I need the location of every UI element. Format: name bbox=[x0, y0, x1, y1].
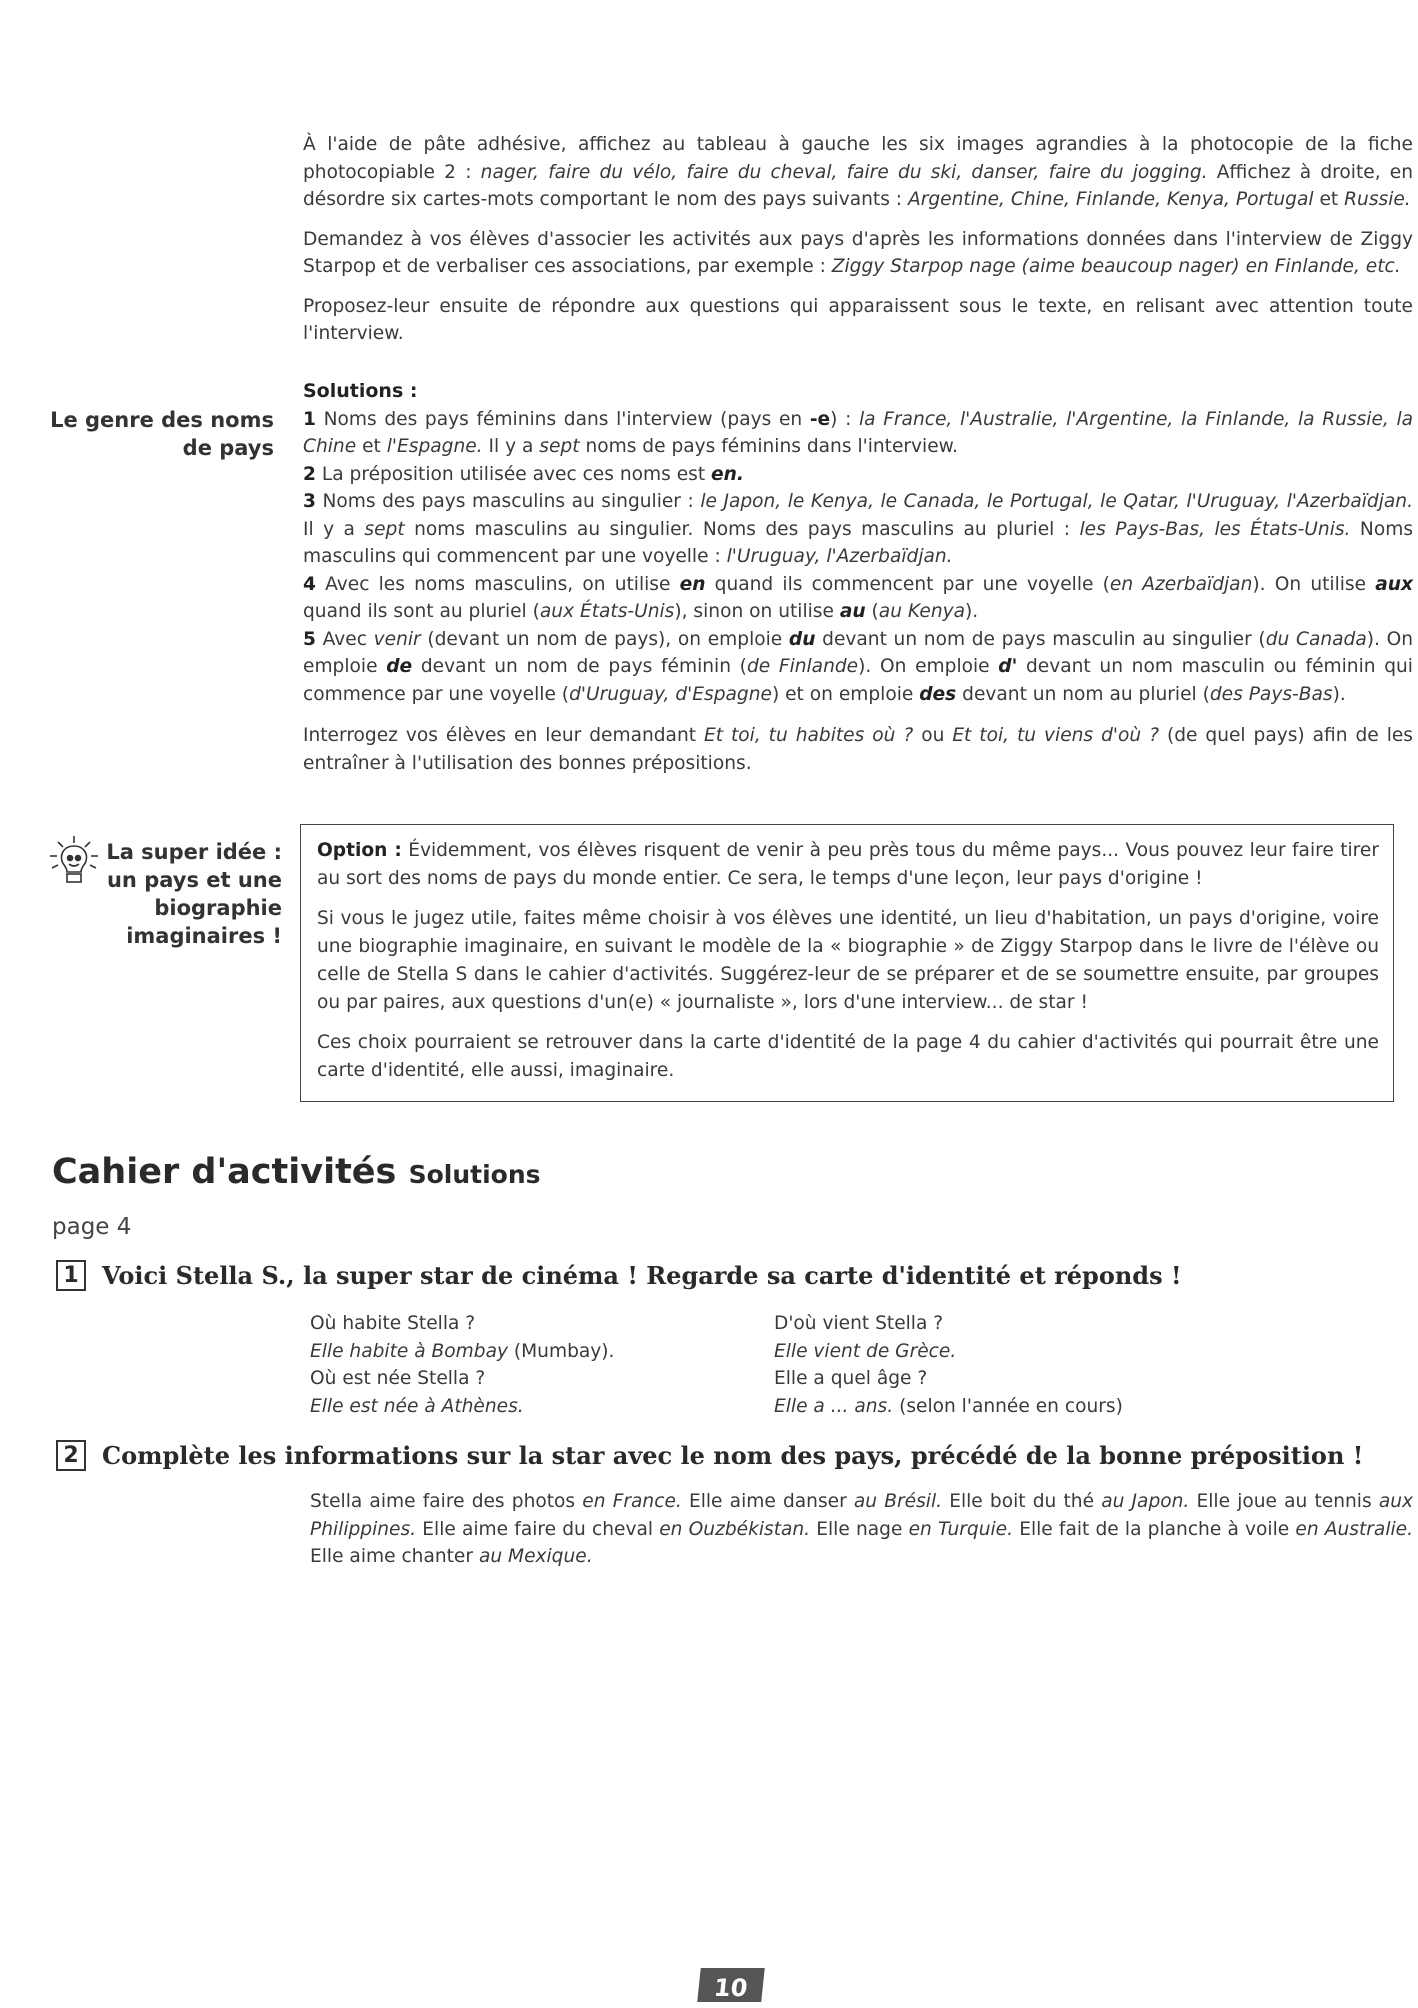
solutions-title: Solutions : bbox=[303, 380, 418, 402]
solution-5: 5 Avec venir (devant un nom de pays), on emploie du devant un nom de pays masculin au singulier (du Canada). On emploie de devant un nom de pays féminin (de Finlande). On emploie d' devant un nom masculin ou féminin qui commence par une voyelle (d'Uruguay, d'Espagne) et on emploie des devant un nom au pluriel (des Pays-Bas). bbox=[303, 628, 1413, 705]
solution-1: 1 Noms des pays féminins dans l'interview (pays en -e) : la France, l'Australie, l'Argentine, la Finlande, la Russie, la Chine et l'Espagne. Il y a sept noms de pays féminins dans l'interview. bbox=[303, 408, 1413, 457]
side-label-genre: Le genre des noms de pays bbox=[50, 408, 274, 460]
option-label: Option : bbox=[317, 840, 402, 861]
intro-paragraph-2: Demandez à vos élèves d'associer les activités aux pays d'après les informations données dans l'interview de Ziggy Starpop et de verbaliser ces associations, par exemple : Ziggy Starpop nage (aime beaucoup nager) en Finlande, etc. bbox=[303, 228, 1413, 277]
exercise-1-title: 1 Voici Stella S., la super star de cinéma ! Regarde sa carte d'identité et réponds ! bbox=[56, 1260, 1181, 1291]
solution-2: 2 La préposition utilisée avec ces noms est en. bbox=[303, 463, 744, 485]
option-paragraph-3: Ces choix pourraient se retrouver dans la carte d'identité de la page 4 du cahier d'activités qui pourrait être une carte d'identité, elle aussi, imaginaire. bbox=[317, 1032, 1379, 1081]
page-number: 10 bbox=[697, 1968, 765, 2002]
exercise-1-right-column: D'où vient Stella ? Elle vient de Grèce. Elle a quel âge ? Elle a ... ans. (selon l'année en cours) bbox=[774, 1313, 1123, 1417]
page-label: page 4 bbox=[52, 1214, 132, 1240]
cahier-heading: Cahier d'activités Solutions bbox=[52, 1152, 541, 1192]
option-paragraph-1: Option : Évidemment, vos élèves risquent de venir à peu près tous du même pays... Vous pouvez leur faire tirer au sort des noms de pays du monde entier. Ce sera, le temps d'une leçon, leur pays d'origine ! bbox=[317, 840, 1379, 889]
solutions-followup: Interrogez vos élèves en leur demandant Et toi, tu habites où ? ou Et toi, tu viens d'où ? (de quel pays) afin de les entraîner à l'utilisation des bonnes prépositions. bbox=[303, 725, 1413, 774]
exercise-1-number: 1 bbox=[56, 1260, 86, 1291]
exercise-2-number: 2 bbox=[56, 1440, 86, 1471]
exercise-2-answer: Stella aime faire des photos en France. Elle aime danser au Brésil. Elle boit du thé au Japon. Elle joue au tennis aux Philippines. Elle aime faire du cheval en Ouzbékistan. Elle nage en Turquie. Elle fait de la planche à voile en Australie. Elle aime chanter au Mexique. bbox=[310, 1491, 1414, 1567]
solution-4: 4 Avec les noms masculins, on utilise en quand ils commencent par une voyelle (en Azerbaïdjan). On utilise aux quand ils sont au pluriel (aux États-Unis), sinon on utilise au (au Kenya). bbox=[303, 573, 1414, 622]
intro-paragraph-1: À l'aide de pâte adhésive, affichez au tableau à gauche les six images agrandies à la photocopie de la fiche photocopiable 2 : nager, faire du vélo, faire du cheval, faire du ski, danser, faire du jogging. Affichez à droite, en désordre six cartes-mots comportant le nom des pays suivants : Argentine, Chine, Finlande, Kenya, Portugal et Russie. bbox=[303, 134, 1414, 210]
intro-text bbox=[303, 131, 1413, 348]
solution-3: 3 Noms des pays masculins au singulier : le Japon, le Kenya, le Canada, le Portugal, le Qatar, l'Uruguay, l'Azerbaïdjan. Il y a sept noms masculins au singulier. Noms des pays masculins au pluriel : les Pays-Bas, les États-Unis. Noms masculins qui commencent par une voyelle : l'Uruguay, l'Azerbaïdjan. bbox=[303, 491, 1414, 567]
lightbulb-icon bbox=[46, 834, 102, 890]
solutions-block bbox=[303, 378, 1413, 777]
option-paragraph-2: Si vous le jugez utile, faites même choisir à vos élèves une identité, un lieu d'habitation, un pays d'origine, voire une biographie imaginaire, en suivant le modèle de la « biographie » de Ziggy Starpop dans le livre de l'élève ou celle de Stella S dans le cahier d'activités. Suggérez-leur de se préparer et de se soumettre ensuite, par groupes ou par paires, aux questions d'un(e) « journaliste », lors d'une interview... de star ! bbox=[317, 908, 1379, 1013]
intro-paragraph-3: Proposez-leur ensuite de répondre aux questions qui apparaissent sous le texte, en relisant avec attention toute l'interview. bbox=[303, 295, 1413, 344]
option-box bbox=[300, 824, 1394, 1102]
exercise-1-left-column: Où habite Stella ? Elle habite à Bombay (Mumbay). Où est née Stella ? Elle est née à Athènes. bbox=[310, 1313, 615, 1417]
exercise-2-title: 2 Complète les informations sur la star avec le nom des pays, précédé de la bonne préposition ! bbox=[56, 1440, 1363, 1471]
side-label-idea: La super idée : un pays et une biographie imaginaires ! bbox=[106, 840, 282, 948]
